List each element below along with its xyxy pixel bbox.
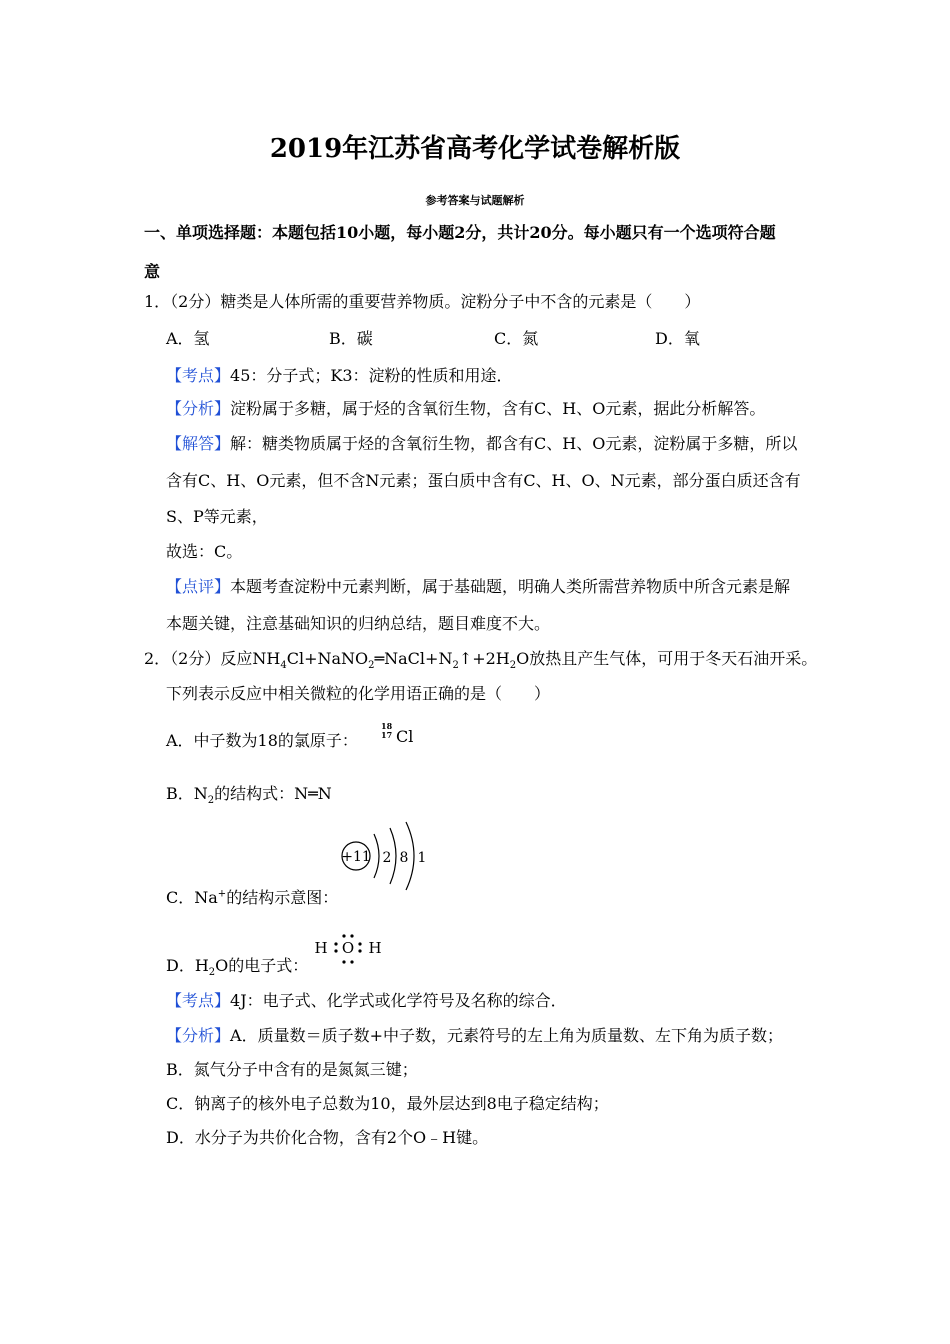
q2-fenxi-d: D．水分子为共价化合物，含有2个O﹣H键。 bbox=[166, 1128, 489, 1147]
q2-option-b: B．$N_2$的结构式：N═N bbox=[166, 784, 332, 807]
dianping-text: 本题考查淀粉中元素判断，属于基础题，明确人类所需营养物质中所含元素是解 bbox=[230, 577, 791, 596]
q1-jieda-line3: S、P等元素， bbox=[166, 507, 268, 526]
q1-option-b: B．碳 bbox=[329, 329, 373, 348]
dianping-tag: 【点评】 bbox=[166, 577, 231, 596]
q2-fenxi-b: B．氮气分子中含有的是氮氮三键； bbox=[166, 1060, 418, 1079]
q2-stem-line2: 下列表示反应中相关微粒的化学用语正确的是（ ） bbox=[166, 684, 551, 703]
atom-nucleus-label: +11 bbox=[341, 849, 371, 865]
q1-dianping bbox=[166, 577, 790, 597]
hydrogen-left: H bbox=[314, 939, 328, 957]
q1-dianping-line2: 本题关键，注意基础知识的归纳总结，题目难度不大。 bbox=[166, 614, 551, 633]
q2-option-d: D．$H_2O$的电子式： bbox=[166, 956, 309, 979]
atomic-number: 17 bbox=[381, 730, 393, 740]
q1-option-d: D．氧 bbox=[655, 329, 700, 348]
q2-fenxi-c: C．钠离子的核外电子总数为10，最外层达到8电子稳定结构； bbox=[166, 1094, 609, 1113]
q2-fenxi bbox=[166, 1026, 783, 1046]
kaodian-tag: 【考点】 bbox=[166, 991, 231, 1010]
page-subtitle: 参考答案与试题解析 bbox=[425, 194, 525, 207]
q1-fenxi bbox=[166, 399, 765, 419]
jieda-tag: 【解答】 bbox=[166, 434, 231, 453]
mass-number: 18 bbox=[381, 721, 393, 731]
jieda-text: 解：糖类物质属于烃的含氧衍生物，都含有C、H、O元素，淀粉属于多糖，所以 bbox=[230, 434, 798, 453]
kaodian-tag: 【考点】 bbox=[166, 366, 231, 385]
q1-option-a: A．氢 bbox=[166, 329, 210, 348]
fenxi-text: 淀粉属于多糖，属于烃的含氧衍生物，含有C、H、O元素，据此分析解答。 bbox=[230, 399, 766, 418]
q1-jieda bbox=[166, 434, 797, 454]
q1-jieda-line2: 含有C、H、O元素，但不含N元素；蛋白质中含有C、H、O、N元素，部分蛋白质还含有 bbox=[166, 471, 801, 490]
shell-count-2: 8 bbox=[399, 850, 409, 866]
q2-option-c: C．Na+的结构示意图： bbox=[166, 888, 339, 907]
section-heading-cont: 意 bbox=[144, 262, 161, 281]
element-symbol: Cl bbox=[396, 727, 414, 746]
q1-kaodian bbox=[166, 366, 513, 386]
q2-kaodian bbox=[166, 991, 567, 1011]
sodium-atom-diagram bbox=[336, 820, 436, 892]
q1-option-c: C．氮 bbox=[494, 329, 539, 348]
page-title: 2019年江苏省高考化学试卷解析版 bbox=[269, 134, 681, 164]
section-heading: 一、单项选择题：本题包括10小题，每小题2分，共计20分。每小题只有一个选项符合题 bbox=[144, 223, 776, 242]
kaodian-text: 45：分子式；K3：淀粉的性质和用途． bbox=[230, 366, 513, 385]
shell-count-1: 2 bbox=[382, 850, 392, 866]
fenxi-tag: 【分析】 bbox=[166, 1026, 231, 1045]
oxygen-center: O bbox=[341, 939, 355, 957]
fenxi-tag: 【分析】 bbox=[166, 399, 231, 418]
fenxi-text: A．质量数＝质子数+中子数，元素符号的左上角为质量数、左下角为质子数； bbox=[230, 1026, 783, 1045]
q1-stem: 1．（2分）糖类是人体所需的重要营养物质。淀粉分子中不含的元素是（ ） bbox=[144, 292, 701, 311]
water-electron-dot-formula bbox=[310, 930, 390, 966]
shell-count-3: 1 bbox=[417, 850, 427, 866]
kaodian-text: 4J：电子式、化学式或化学符号及名称的综合． bbox=[230, 991, 567, 1010]
q2-option-a: A．中子数为18的氯原子： bbox=[166, 731, 358, 750]
q1-answer: 故选：C。 bbox=[166, 542, 243, 561]
q2-stem: 2．（2分）反应$NH_4Cl+NaNO_2═NaCl+N_2↑+2H_2O$放热且产生气体，可用于冬天石油开采。 bbox=[144, 649, 818, 672]
hydrogen-right: H bbox=[368, 939, 382, 957]
